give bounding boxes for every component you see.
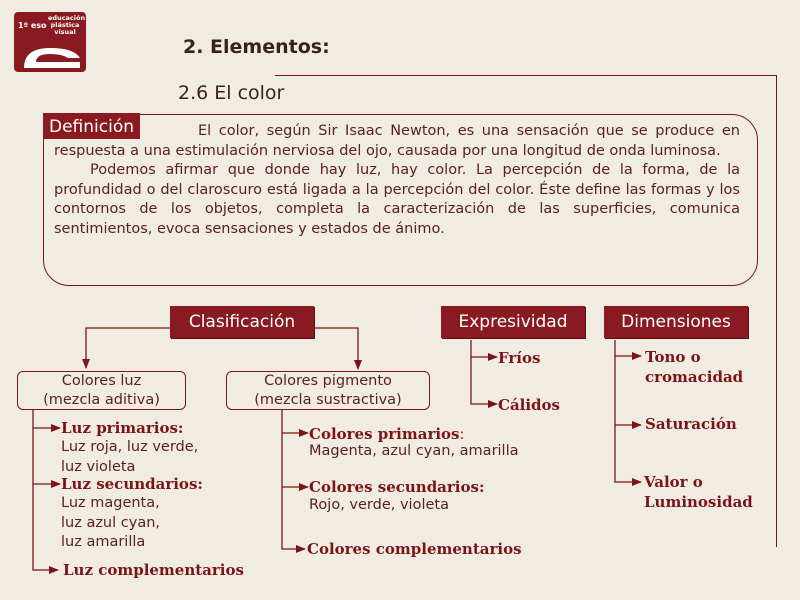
definition-paragraph-1: El color, según Sir Isaac Newton, es una sensación que se produce en respuesta a una estimulación nerviosa del ojo, causada por una longitud de onda luminosa. — [54, 123, 740, 159]
luz-secundarios-text: Luz magenta, luz azul cyan, luz amarilla — [61, 495, 161, 550]
pigmento-secundarios-text: Rojo, verde, violeta — [309, 497, 449, 513]
definition-paragraph-2: Podemos afirmar que donde hay luz, hay color. La percepción de la forma, de la profundidad o del claroscuro está ligada a la percepción del color. Éste define las formas y los contornos de los objetos, completa la caracterización de las superficies, comunica sentimientos, evoca sensaciones y estados de ánimo. — [54, 162, 740, 237]
page-title: 2. Elementos: — [183, 36, 330, 58]
pigmento-secundarios-label: Colores secundarios: — [309, 478, 485, 496]
dimensiones-header: Dimensiones — [604, 306, 748, 338]
luz-secundarios-label: Luz secundarios: — [61, 475, 203, 493]
logo-text: educación plástica visual — [48, 14, 86, 36]
colores-luz-box: Colores luz (mezcla aditiva) — [17, 371, 186, 410]
pigmento-primarios-text: Magenta, azul cyan, amarilla — [309, 443, 519, 459]
expresividad-calidos: Cálidos — [498, 396, 560, 414]
pigmento-primarios: Colores primarios: — [309, 425, 465, 443]
pigmento-primarios-label: Colores primarios — [309, 425, 460, 443]
page-subtitle: 2.6 El color — [178, 82, 285, 104]
dimension-valor: Valor o Luminosidad — [644, 473, 753, 511]
expresividad-header: Expresividad — [441, 306, 585, 338]
luz-primarios-text: Luz roja, luz verde, luz violeta — [61, 439, 199, 475]
clasificacion-header: Clasificación — [170, 306, 314, 338]
luz-complementarios: Luz complementarios — [63, 561, 244, 579]
colores-pigmento-box: Colores pigmento (mezcla sustractiva) — [226, 371, 430, 410]
dimension-saturacion: Saturación — [645, 415, 737, 433]
logo-level: 1º eso — [18, 21, 47, 30]
definition-tab: Definición — [43, 113, 140, 139]
expresividad-frios: Fríos — [498, 349, 541, 367]
dimension-tono: Tono o cromacidad — [645, 348, 744, 386]
pigmento-complementarios: Colores complementarios — [307, 540, 522, 558]
luz-primarios-label: Luz primarios: — [61, 419, 184, 437]
